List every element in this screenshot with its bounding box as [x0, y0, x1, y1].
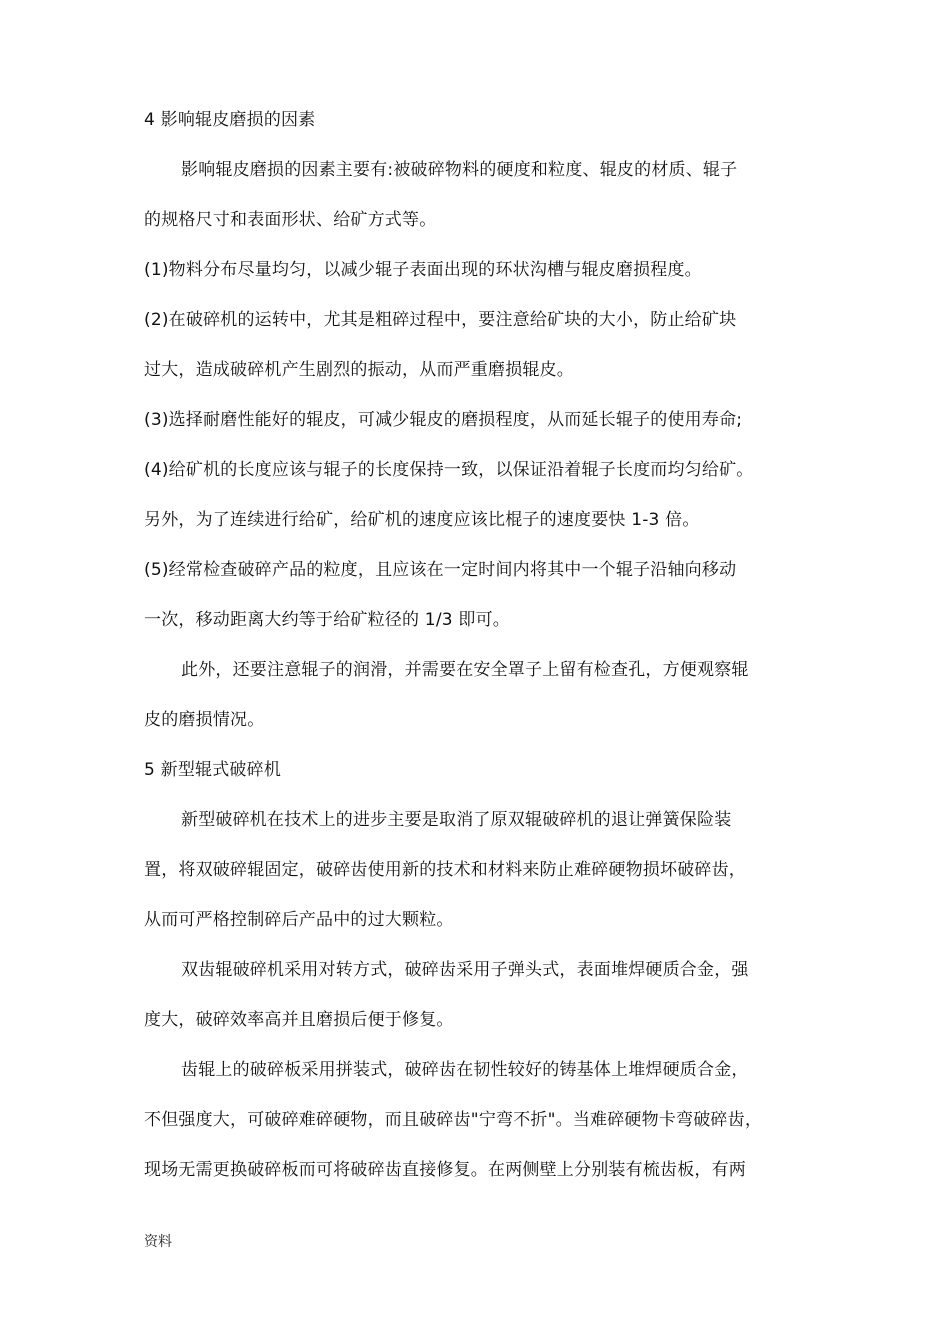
paragraph-line: 此外，还要注意辊子的润滑，并需要在安全罩子上留有检查孔，方便观察辊 — [181, 660, 749, 680]
paragraph-line: 一次，移动距离大约等于给矿粒径的 1/3 即可。 — [144, 610, 510, 630]
paragraph-line: 置，将双破碎辊固定，破碎齿使用新的技术和材料来防止难碎硬物损坏破碎齿， — [144, 860, 746, 880]
paragraph-line: 皮的磨损情况。 — [144, 710, 265, 730]
paragraph-line: 现场无需更换破碎板而可将破碎齿直接修复。在两侧壁上分别装有梳齿板，有两 — [144, 1160, 746, 1180]
paragraph-line: 新型破碎机在技术上的进步主要是取消了原双辊破碎机的退让弹簧保险装 — [181, 810, 732, 830]
paragraph-line: 的规格尺寸和表面形状、给矿方式等。 — [144, 210, 437, 230]
list-item-2: (2)在破碎机的运转中，尤其是粗碎过程中，要注意给矿块的大小，防止给矿块 — [144, 310, 737, 330]
page-footer: 资料 — [144, 1234, 172, 1250]
paragraph-line: 度大，破碎效率高并且磨损后便于修复。 — [144, 1010, 454, 1030]
section-heading-5: 5 新型辊式破碎机 — [144, 760, 282, 780]
list-item-3: (3)选择耐磨性能好的辊皮，可减少辊皮的磨损程度，从而延长辊子的使用寿命; — [144, 410, 743, 430]
section-heading-4: 4 影响辊皮磨损的因素 — [144, 110, 316, 130]
list-item-4: (4)给矿机的长度应该与辊子的长度保持一致，以保证沿着辊子长度而均匀给矿。 — [144, 460, 754, 480]
paragraph-line: 过大，造成破碎机产生剧烈的振动，从而严重磨损辊皮。 — [144, 360, 574, 380]
paragraph-line: 从而可严格控制碎后产品中的过大颗粒。 — [144, 910, 454, 930]
paragraph-line: 双齿辊破碎机采用对转方式，破碎齿采用子弹头式，表面堆焊硬质合金，强 — [181, 960, 749, 980]
paragraph-line: 齿辊上的破碎板采用拼装式，破碎齿在韧性较好的铸基体上堆焊硬质合金， — [181, 1060, 749, 1080]
paragraph-line: 不但强度大，可破碎难碎硬物，而且破碎齿"宁弯不折"。当难碎硬物卡弯破碎齿， — [144, 1110, 763, 1130]
paragraph-line: 影响辊皮磨损的因素主要有:被破碎物料的硬度和粒度、辊皮的材质、辊子 — [181, 160, 738, 180]
list-item-5: (5)经常检查破碎产品的粒度，且应该在一定时间内将其中一个辊子沿轴向移动 — [144, 560, 737, 580]
list-item-1: (1)物料分布尽量均匀，以减少辊子表面出现的环状沟槽与辊皮磨损程度。 — [144, 260, 702, 280]
paragraph-line: 另外，为了连续进行给矿，给矿机的速度应该比棍子的速度要快 1-3 倍。 — [144, 510, 700, 530]
